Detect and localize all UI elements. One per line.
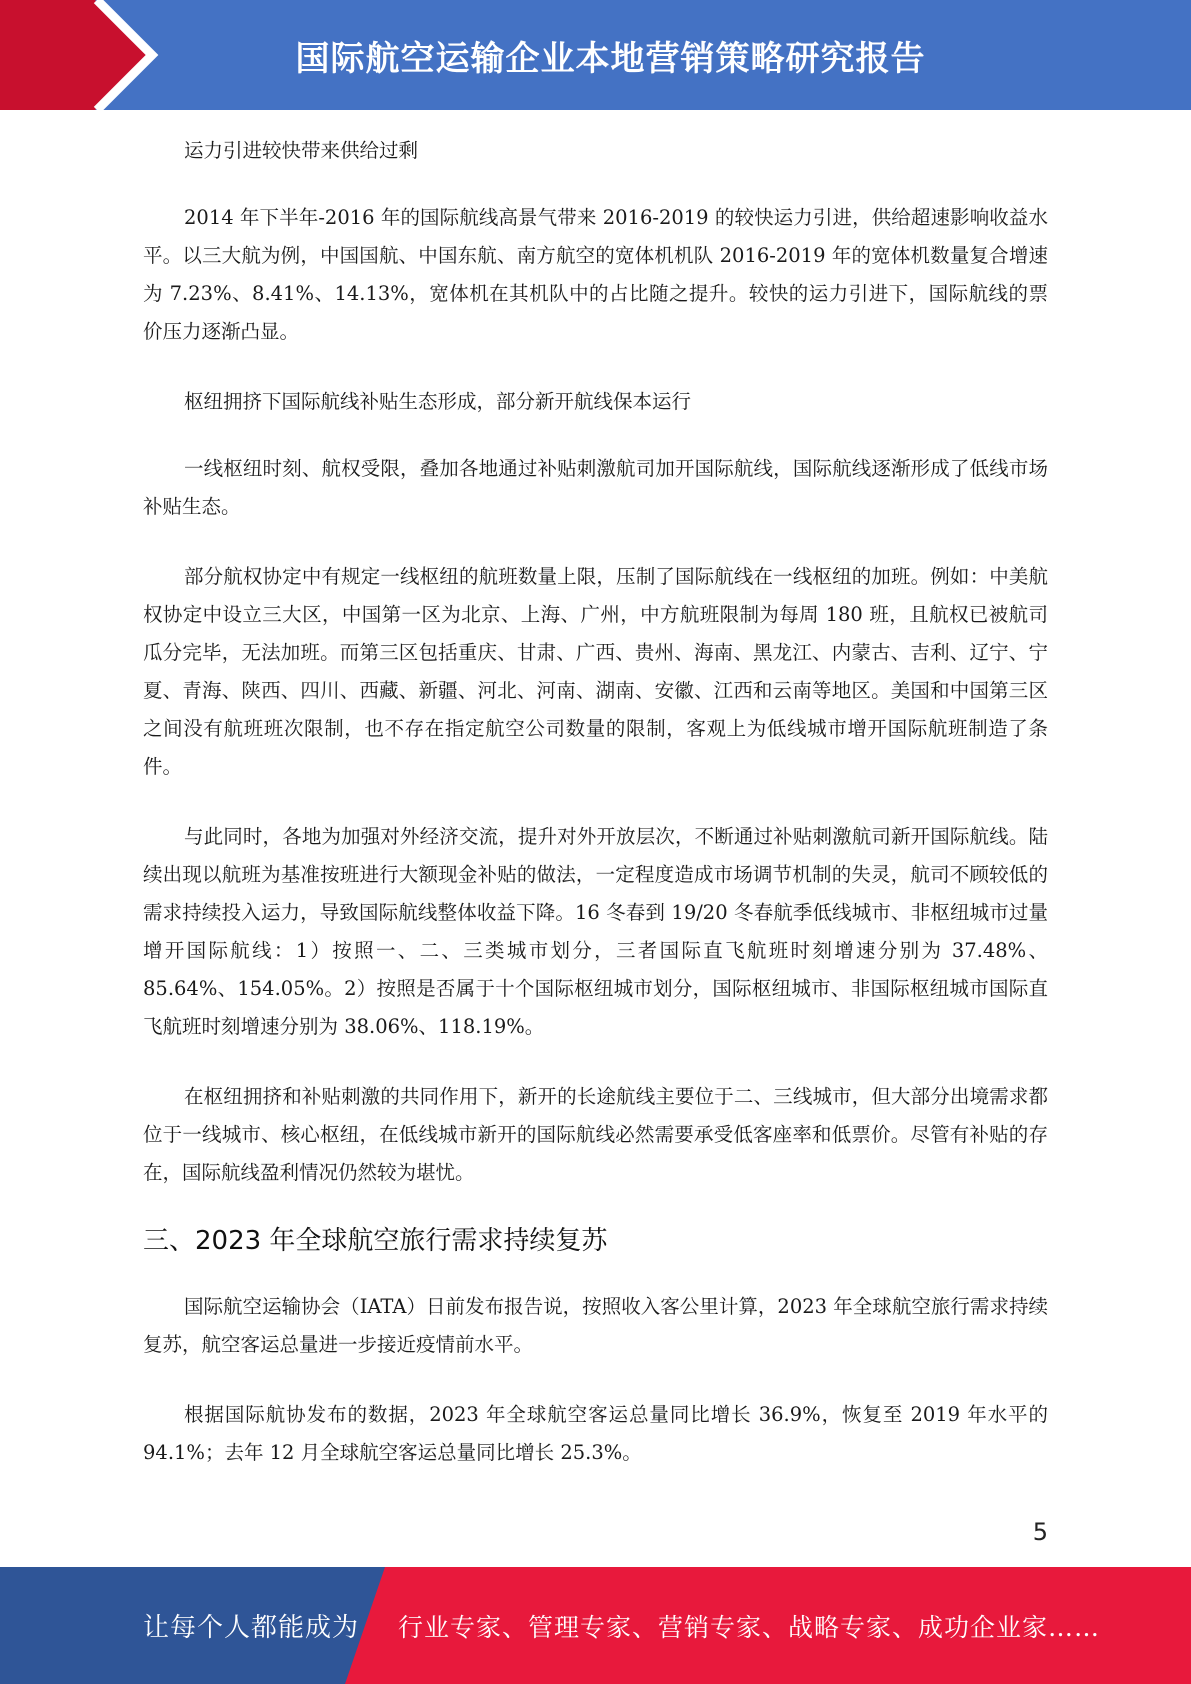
paragraph-iata-data: 根据国际航协发布的数据，2023 年全球航空客运总量同比增长 36.9%，恢复至 2019 年水平的 94.1%；去年 12 月全球航空客运总量同比增长 25.3%。 <box>143 1403 1048 1464</box>
header-title: 国际航空运输企业本地营销策略研究报告 <box>295 38 926 79</box>
section-heading: 三、2023 年全球航空旅行需求持续复苏 <box>143 1226 608 1256</box>
paragraph-traffic-rights: 部分航权协定中有规定一线枢纽的航班数量上限，压制了国际航线在一线枢纽的加班。例如：中美航权协定中设立三大区，中国第一区为北京、上海、广州，中方航班限制为每周 180 班，且航权已被航司瓜分完毕，无法加班。而第三区包括重庆、甘肃、广西、贵州、海南、黑龙江、内蒙古、吉利、辽宁、宁夏、青海、陕西、四川、西藏、新疆、河北、河南、湖南、安徽、江西和云南等地区。美国和中国第三区之间没有航班班次限制，也不存在指定航空公司数量的限制，客观上为低线城市增开国际航班制造了条件。 <box>143 565 1048 778</box>
document-body <box>143 132 1048 1504</box>
footer-slogan-left: 让每个人都能成为 <box>143 1613 360 1643</box>
paragraph-subsidies: 与此同时，各地为加强对外经济交流，提升对外开放层次，不断通过补贴刺激航司新开国际航线。陆续出现以航班为基准按班进行大额现金补贴的做法，一定程度造成市场调节机制的失灵，航司不顾较低的需求持续投入运力，导致国际航线整体收益下降。16 冬春到 19/20 冬春航季低线城市、非枢纽城市过量增开国际航线：1）按照一、二、三类城市划分，三者国际直飞航班时刻增速分别为 37.48%、85.64%、154.05%。2）按照是否属于十个国际枢纽城市划分，国际枢纽城市、非国际枢纽城市国际直飞航班时刻增速分别为 38.06%、118.19%。 <box>143 825 1048 1038</box>
paragraph-iata-report: 国际航空运输协会（IATA）日前发布报告说，按照收入客公里计算，2023 年全球航空旅行需求持续复苏，航空客运总量进一步接近疫情前水平。 <box>143 1295 1048 1356</box>
page-header <box>0 0 1191 110</box>
paragraph-combined-effect: 在枢纽拥挤和补贴刺激的共同作用下，新开的长途航线主要位于二、三线城市，但大部分出境需求都位于一线城市、核心枢纽，在低线城市新开的国际航线必然需要承受低客座率和低票价。尽管有补贴的存在，国际航线盈利情况仍然较为堪忧。 <box>143 1085 1048 1184</box>
footer-slogan-right: 行业专家、管理专家、营销专家、战略专家、成功企业家…… <box>398 1612 1101 1642</box>
subheading-capacity: 运力引进较快带来供给过剩 <box>184 139 419 162</box>
paragraph-hub-limits: 一线枢纽时刻、航权受限，叠加各地通过补贴刺激航司加开国际航线，国际航线逐渐形成了低线市场补贴生态。 <box>143 457 1048 518</box>
subheading-subsidy: 枢纽拥挤下国际航线补贴生态形成，部分新开航线保本运行 <box>184 390 692 413</box>
page-footer <box>0 1567 1191 1684</box>
paragraph-capacity: 2014 年下半年-2016 年的国际航线高景气带来 2016-2019 的较快运力引进，供给超速影响收益水平。以三大航为例，中国国航、中国东航、南方航空的宽体机机队 2016-2019 年的宽体机数量复合增速为 7.23%、8.41%、14.13%，宽体机在其机队中的占比随之提升。较快的运力引进下，国际航线的票价压力逐渐凸显。 <box>143 206 1048 343</box>
page-number: 5 <box>1032 1518 1048 1546</box>
